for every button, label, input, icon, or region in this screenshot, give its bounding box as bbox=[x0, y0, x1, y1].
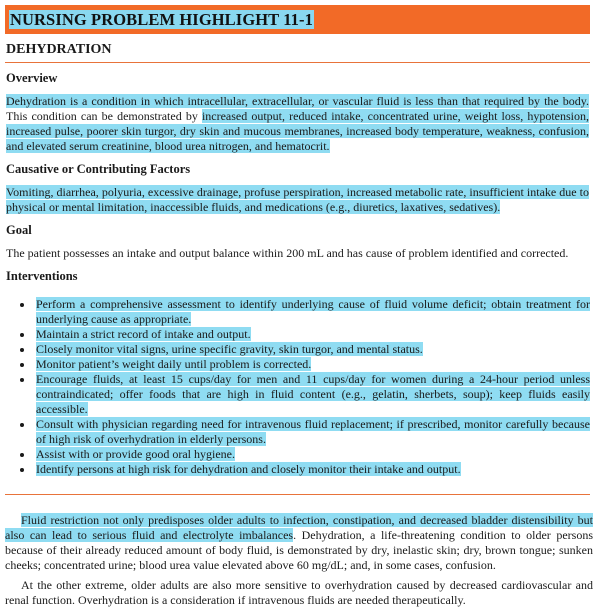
overview-highlight-2: increased output, reduced intake, concentrated urine, weight loss, hypotension, increased pulse, poorer skin turgor, dry skin and mucous membranes, increased body temperature, weakness, confusion, and elevated serum creatinine, blood urea nitrogen, and hematocrit. bbox=[6, 109, 590, 153]
goal-heading: Goal bbox=[6, 223, 32, 237]
list-item: Assist with or provide good oral hygiene. bbox=[0, 447, 590, 462]
overview-highlight-1: Dehydration is a condition in which intracellular, extracellular, or vascular fluid is less than that required by the body. bbox=[6, 94, 589, 108]
list-item: Consult with physician regarding need for intravenous fluid replacement; if prescribed, monitor carefully because of high risk of overhydration in elderly persons. bbox=[0, 417, 590, 447]
causative-heading: Causative or Contributing Factors bbox=[6, 162, 191, 176]
interventions-list bbox=[0, 297, 590, 477]
bullet-icon bbox=[20, 348, 24, 352]
body-paragraph-2: At the other extreme, older adults are also more sensitive to overhydration caused by decreased cardiovascular and renal function. Overhydration is a consideration if intravenous fluids are needed therapeutically. bbox=[5, 578, 593, 607]
banner-title: NURSING PROBLEM HIGHLIGHT 11-1 bbox=[10, 10, 313, 29]
body-highlight: Fluid restriction not only predisposes older adults to infection, constipation, and decreased bladder distensibility but also can lead to serious fluid and electrolyte imbalances bbox=[5, 513, 593, 542]
bullet-icon bbox=[20, 303, 24, 307]
interventions-heading: Interventions bbox=[6, 269, 78, 283]
overview-text bbox=[6, 94, 589, 154]
title-banner bbox=[5, 5, 590, 34]
bullet-icon bbox=[20, 468, 24, 472]
list-item: Maintain a strict record of intake and output. bbox=[0, 327, 590, 342]
overview-plain: This condition can be demonstrated by bbox=[6, 109, 198, 123]
bullet-icon bbox=[20, 378, 24, 382]
list-item: Monitor patient’s weight daily until problem is corrected. bbox=[0, 357, 590, 372]
causative-highlight: Vomiting, diarrhea, polyuria, excessive drainage, profuse perspiration, increased metabolic rate, insufficient intake due to physical or mental limitation, inaccessible fluids, and medications (e.g., diuretics, laxatives, sedatives). bbox=[6, 185, 589, 214]
body-paragraph-1 bbox=[5, 513, 593, 573]
body-plain: . Dehydration, a life-threatening condition to older persons because of their already reduced amount of body fluid, is demonstrated by dry, inelastic skin; dry, brown tongue; sunken cheeks; concentrated urine; blood urea value elevated above 60 mg/dL; and, in some cases, confusion. bbox=[5, 528, 593, 572]
goal-text: The patient possesses an intake and output balance within 200 mL and has cause of problem identified and corrected. bbox=[6, 246, 569, 260]
list-item: Perform a comprehensive assessment to identify underlying cause of fluid volume deficit; obtain treatment for underlying cause as appropriate. bbox=[0, 297, 590, 327]
causative-text bbox=[6, 185, 589, 215]
list-item: Identify persons at high risk for dehydration and closely monitor their intake and output. bbox=[0, 462, 590, 477]
divider-bottom bbox=[5, 494, 590, 495]
bullet-icon bbox=[20, 423, 24, 427]
overview-heading: Overview bbox=[6, 71, 58, 85]
bullet-icon bbox=[20, 453, 24, 457]
main-heading: DEHYDRATION bbox=[6, 42, 112, 57]
divider-top bbox=[5, 62, 590, 63]
bullet-icon bbox=[20, 333, 24, 337]
list-item: Encourage fluids, at least 15 cups/day for men and 11 cups/day for women during a 24-hour period unless contraindicated; offer foods that are high in fluid content (e.g., gelatin, sherbets, soup); keep fluids easily accessible. bbox=[0, 372, 590, 417]
bullet-icon bbox=[20, 363, 24, 367]
list-item: Closely monitor vital signs, urine specific gravity, skin turgor, and mental status. bbox=[0, 342, 590, 357]
